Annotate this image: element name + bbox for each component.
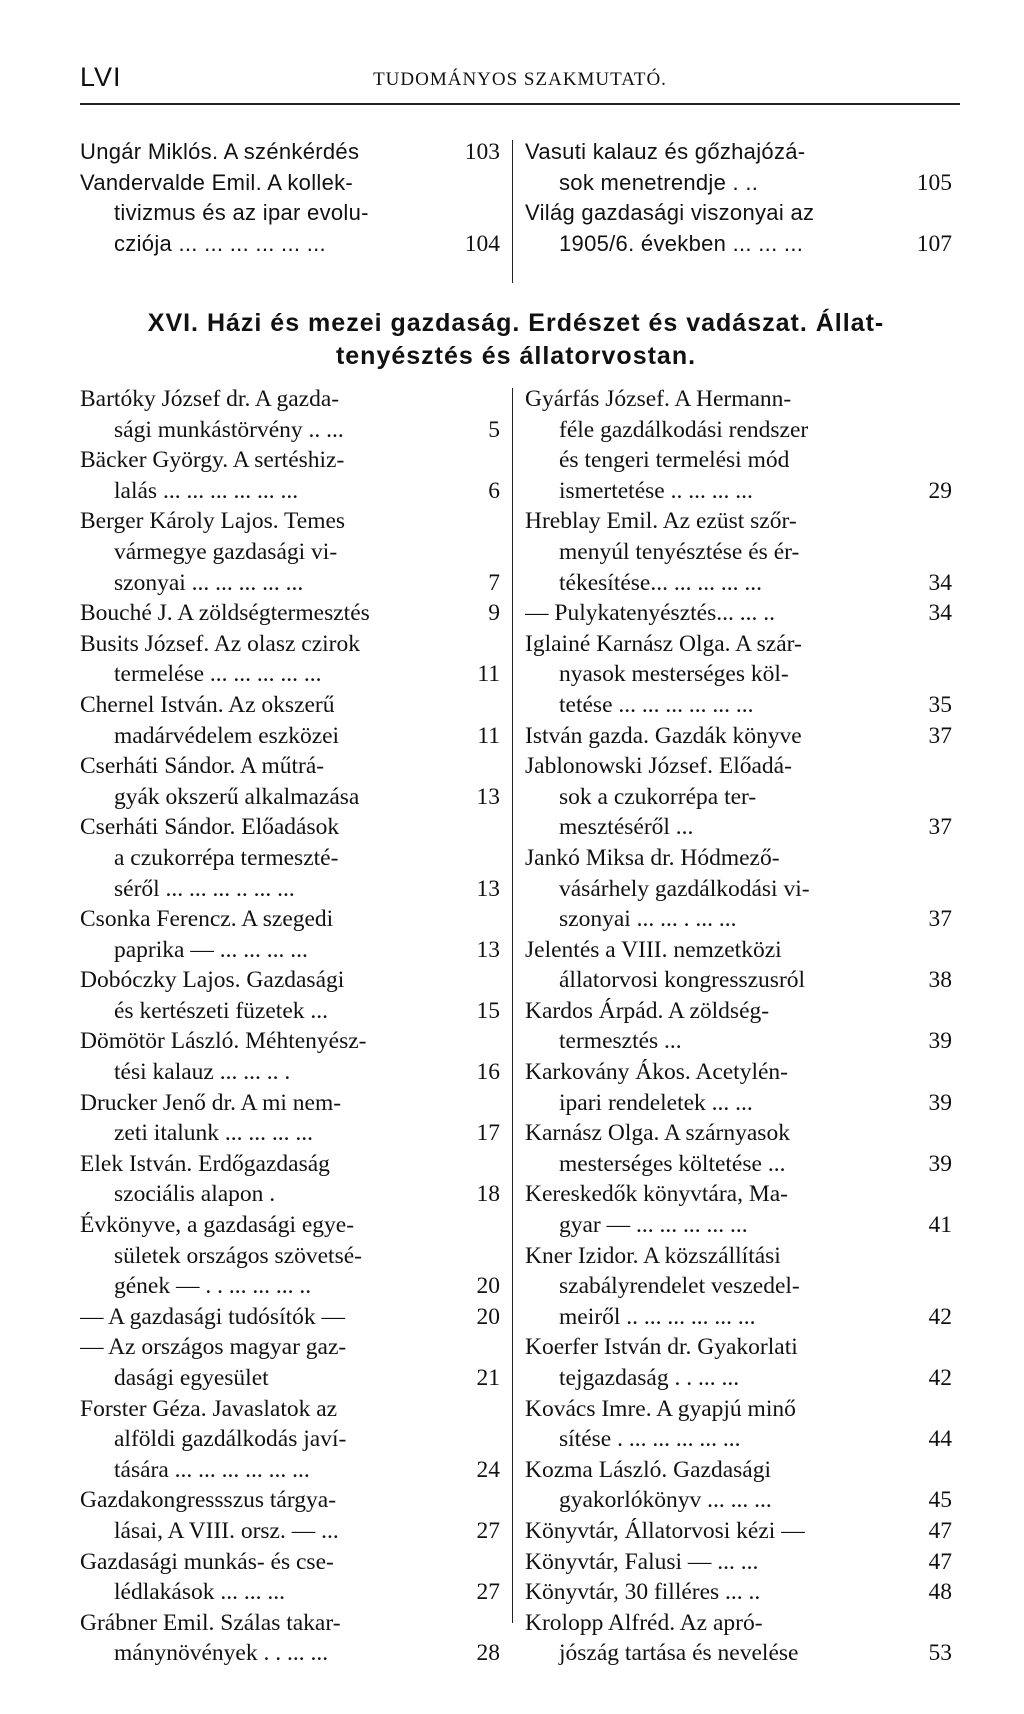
entry-heading-line [80, 965, 500, 996]
entry-text: Világ gazdasági viszonyai az [525, 200, 815, 226]
index-entry [80, 1088, 500, 1149]
entry-page-number: 39 [928, 1150, 952, 1177]
entry-heading-line [80, 690, 500, 721]
entry-text: lásai, A VIII. orsz. — ... [114, 1517, 339, 1544]
entry-text: Vandervalde Emil. A kollek- [80, 169, 354, 195]
entry-text: — Pulykatenyésztés... ... .. [525, 600, 775, 627]
entry-text: ismertetése .. ... ... ... [559, 477, 753, 504]
entry-continuation-line [525, 568, 952, 599]
index-entry [525, 137, 952, 198]
entry-continuation-line [525, 812, 952, 843]
entry-continuation-line [525, 1302, 952, 1333]
entry-continuation-line [80, 1271, 500, 1302]
entry-heading-line [80, 445, 500, 476]
entry-text: Kereskedők könyvtára, Ma- [525, 1181, 788, 1208]
entry-text: Kozma László. Gazdasági [525, 1456, 771, 1483]
entry-continuation-line [525, 476, 952, 507]
entry-text: gének — . . ... ... ... .. [114, 1273, 312, 1300]
entry-page-number: 16 [476, 1059, 500, 1086]
entry-page-number: 5 [488, 416, 500, 443]
entry-text: a czukorrépa termeszté- [114, 844, 339, 871]
entry-heading-line [525, 843, 952, 874]
entry-text: lalás ... ... ... ... ... ... [114, 477, 299, 504]
entry-continuation-line [80, 1118, 500, 1149]
index-entry [80, 1210, 500, 1302]
entry-continuation-line [525, 537, 952, 568]
entry-page-number: 41 [928, 1212, 952, 1239]
entry-page-number: 37 [928, 722, 952, 749]
section-heading [80, 307, 952, 373]
entry-text: mesztéséről ... [559, 814, 694, 841]
entry-text: állatorvosi kongresszusról [559, 967, 806, 994]
entry-text: Könyvtár, Falusi — ... ... [525, 1548, 759, 1575]
index-entry [525, 1394, 952, 1455]
entry-page-number: 107 [916, 230, 952, 257]
entry-text: Könyvtár, Állatorvosi kézi — [525, 1517, 805, 1544]
index-entry [80, 1608, 500, 1669]
index-entry [80, 1485, 500, 1546]
entry-page-number: 13 [476, 875, 500, 902]
entry-continuation-line [525, 1026, 952, 1057]
index-entry [525, 1455, 952, 1516]
entry-text: Csonka Ferencz. A szegedi [80, 906, 334, 933]
entry-text: Jankó Miksa dr. Hódmező- [525, 844, 780, 871]
entry-heading-line [80, 1608, 500, 1639]
entry-page-number: 38 [928, 967, 952, 994]
entry-page-number: 34 [928, 600, 952, 627]
entry-continuation-line [80, 935, 500, 966]
entry-page-number: 35 [928, 691, 952, 718]
entry-page-number: 45 [928, 1487, 952, 1514]
entry-page-number: 11 [477, 661, 500, 688]
entry-heading-line [80, 168, 500, 199]
entry-text: alföldi gazdálkodás javí- [114, 1426, 347, 1453]
entry-text: Karnász Olga. A szárnyasok [525, 1120, 790, 1147]
entry-heading-line [525, 721, 952, 752]
index-entry [80, 629, 500, 690]
index-entry [80, 1149, 500, 1210]
entry-heading-line [525, 1179, 952, 1210]
entry-heading-line [525, 1516, 952, 1547]
entry-text: Busits József. Az olasz czirok [80, 630, 360, 657]
index-entry [80, 1394, 500, 1486]
entry-continuation-line [80, 198, 500, 229]
entry-text: nyasok mesterséges köl- [559, 661, 789, 688]
entry-continuation-line [80, 537, 500, 568]
entry-text: madárvédelem eszközei [114, 722, 340, 749]
entry-page-number: 47 [928, 1517, 952, 1544]
entry-text: zeti italunk ... ... ... ... [114, 1120, 314, 1147]
entry-heading-line [80, 1026, 500, 1057]
entry-text: Krolopp Alfréd. Az apró- [525, 1609, 763, 1636]
entry-page-number: 103 [464, 139, 500, 165]
entry-page-number: 20 [476, 1303, 500, 1330]
entry-page-number: 17 [476, 1120, 500, 1147]
index-entry [80, 690, 500, 751]
entry-page-number: 6 [488, 477, 500, 504]
entry-continuation-line [525, 1149, 952, 1180]
entry-text: Dobóczky Lajos. Gazdasági [80, 967, 345, 994]
entry-heading-line [525, 1118, 952, 1149]
index-entry [80, 137, 500, 168]
entry-text: tékesítése... ... ... ... ... [559, 569, 762, 596]
entry-continuation-line [525, 965, 952, 996]
index-entry [80, 1547, 500, 1608]
index-entry [525, 598, 952, 629]
entry-text: meiről .. ... ... ... ... ... [559, 1303, 756, 1330]
entry-text: Forster Géza. Javaslatok az [80, 1395, 338, 1422]
entry-text: menyúl tenyésztése és ér- [559, 538, 800, 565]
entry-heading-line [525, 506, 952, 537]
entry-text: Iglainé Karnász Olga. A szár- [525, 630, 802, 657]
entry-text: tivizmus és az ipar evolu- [114, 200, 369, 226]
entry-page-number: 24 [476, 1456, 500, 1483]
index-entry [525, 996, 952, 1057]
entry-text: tására ... ... ... ... ... ... [114, 1456, 310, 1483]
entry-page-number: 27 [476, 1579, 500, 1606]
entry-heading-line [80, 1149, 500, 1180]
entry-page-number: 13 [476, 783, 500, 810]
entry-text: — Az országos magyar gaz- [80, 1334, 347, 1361]
entry-text: szonyai ... ... . ... ... [559, 906, 737, 933]
index-entry [525, 198, 952, 259]
entry-heading-line [525, 996, 952, 1027]
entry-continuation-line [80, 1179, 500, 1210]
entry-page-number: 27 [476, 1517, 500, 1544]
entry-text: Berger Károly Lajos. Temes [80, 508, 346, 535]
entry-text: Drucker Jenő dr. A mi nem- [80, 1089, 342, 1116]
entry-heading-line [80, 1332, 500, 1363]
index-entry [525, 1547, 952, 1578]
entry-page-number: 21 [476, 1365, 500, 1391]
entry-text: tetése ... ... ... ... ... ... [559, 691, 754, 718]
entry-text: Kner Izidor. A közszállítási [525, 1242, 781, 1269]
entry-text: vásárhely gazdálkodási vi- [559, 875, 810, 902]
entry-heading-line [80, 629, 500, 660]
entry-heading-line [80, 1302, 500, 1333]
entry-page-number: 39 [928, 1028, 952, 1055]
entry-continuation-line [80, 568, 500, 599]
entry-text: gyák okszerű alkalmazása [114, 783, 360, 810]
entry-text: — A gazdasági tudósítók — [80, 1303, 346, 1330]
entry-continuation-line [80, 1638, 500, 1669]
entry-text: Bäcker György. A sertéshiz- [80, 447, 345, 474]
index-entry [525, 721, 952, 752]
entry-page-number: 42 [928, 1303, 952, 1330]
entry-text: sági munkástörvény .. ... [114, 416, 344, 443]
entry-heading-line [525, 629, 952, 660]
entry-text: Gyárfás József. A Hermann- [525, 386, 792, 412]
entry-heading-line [525, 1577, 952, 1608]
entry-text: Vasuti kalauz és gőzhajózá- [525, 139, 806, 164]
entry-text: Karkovány Ákos. Acetylén- [525, 1059, 788, 1086]
index-entry [80, 1302, 500, 1333]
entry-continuation-line [80, 721, 500, 752]
entry-text: lédlakások ... ... ... [114, 1579, 285, 1606]
entry-continuation-line [80, 996, 500, 1027]
index-entry [525, 1332, 952, 1393]
entry-heading-line [525, 1057, 952, 1088]
entry-text: termelése ... ... ... ... ... [114, 661, 322, 688]
entry-continuation-line [525, 445, 952, 476]
entry-heading-line [525, 198, 952, 229]
entry-heading-line [525, 1547, 952, 1578]
entry-page-number: 44 [928, 1426, 952, 1453]
entry-text: vármegye gazdasági vi- [114, 538, 338, 565]
entry-heading-line [525, 1608, 952, 1639]
top-right-column [525, 137, 952, 259]
entry-heading-line [525, 751, 952, 782]
index-entry [80, 598, 500, 629]
column-divider-main [512, 388, 513, 1623]
index-entry [80, 506, 500, 598]
entry-continuation-line [80, 1241, 500, 1272]
top-left-column [80, 137, 500, 259]
index-entry [80, 751, 500, 812]
entry-heading-line [80, 812, 500, 843]
entry-heading-line [80, 137, 500, 168]
entry-page-number: 34 [928, 569, 952, 596]
entry-text: cziója ... ... ... ... ... ... [114, 230, 326, 256]
entry-text: ipari rendeletek ... ... [559, 1089, 753, 1116]
entry-page-number: 28 [476, 1640, 500, 1667]
entry-text: Gazdasági munkás- és cse- [80, 1548, 334, 1575]
entry-continuation-line [525, 1271, 952, 1302]
entry-continuation-line [525, 1210, 952, 1241]
entry-continuation-line [80, 415, 500, 446]
page-header [80, 58, 960, 98]
section-heading-line-2: tenyésztés és állatorvostan. [335, 342, 697, 370]
index-entry [80, 445, 500, 506]
left-column [80, 384, 500, 1669]
entry-text: dasági egyesület [114, 1365, 269, 1391]
entry-text: Grábner Emil. Szálas takar- [80, 1609, 341, 1636]
entry-page-number: 11 [477, 722, 500, 749]
entry-text: Kardos Árpád. A zöldség- [525, 997, 770, 1024]
index-entry [525, 1118, 952, 1179]
index-entry [525, 1516, 952, 1547]
entry-heading-line [80, 1547, 500, 1578]
entry-continuation-line [80, 659, 500, 690]
entry-text: paprika — ... ... ... ... [114, 936, 308, 963]
entry-continuation-line [80, 1057, 500, 1088]
entry-text: mesterséges költetése ... [559, 1150, 786, 1177]
entry-text: Cserháti Sándor. Előadások [80, 814, 340, 841]
entry-page-number: 53 [928, 1640, 952, 1667]
entry-page-number: 13 [476, 936, 500, 963]
entry-heading-line [80, 1088, 500, 1119]
entry-heading-line [525, 1394, 952, 1425]
entry-page-number: 15 [476, 997, 500, 1024]
entry-heading-line [80, 598, 500, 629]
entry-heading-line [80, 506, 500, 537]
entry-text: sok menetrendje . .. [559, 169, 759, 195]
entry-text: mánynövények . . ... ... [114, 1640, 329, 1667]
entry-heading-line [80, 1394, 500, 1425]
entry-heading-line [525, 598, 952, 629]
entry-continuation-line [80, 782, 500, 813]
column-divider-top [512, 140, 513, 283]
index-entry [80, 384, 500, 445]
entry-text: Elek István. Erdőgazdaság [80, 1150, 330, 1177]
entry-text: Jablonowski József. Előadá- [525, 753, 792, 780]
entry-text: Gazdakongressszus tárgya- [80, 1487, 337, 1514]
entry-page-number: 7 [488, 569, 500, 596]
index-entry [80, 904, 500, 965]
entry-text: sületek országos szövetsé- [114, 1242, 362, 1269]
entry-text: és kertészeti füzetek ... [114, 997, 329, 1024]
entry-text: Jelentés a VIII. nemzetközi [525, 936, 782, 963]
entry-text: sok a czukorrépa ter- [559, 783, 757, 810]
entry-continuation-line [525, 659, 952, 690]
entry-page-number: 104 [464, 230, 500, 257]
index-entry [80, 812, 500, 904]
entry-text: szociális alapon . [114, 1181, 276, 1208]
entry-heading-line [525, 384, 952, 415]
entry-text: tési kalauz ... ... .. . [114, 1059, 291, 1086]
entry-page-number: 48 [928, 1579, 952, 1606]
index-entry [525, 935, 952, 996]
entry-continuation-line [525, 782, 952, 813]
entry-continuation-line [525, 229, 952, 260]
entry-page-number: 37 [928, 906, 952, 933]
entry-continuation-line [80, 843, 500, 874]
entry-continuation-line [525, 168, 952, 199]
entry-continuation-line [525, 904, 952, 935]
entry-text: Koerfer István dr. Gyakorlati [525, 1334, 798, 1361]
index-entry [525, 506, 952, 598]
entry-heading-line [525, 935, 952, 966]
entry-text: Bouché J. A zöldségtermesztés [80, 600, 370, 627]
entry-text: Dömötör László. Méhtenyész- [80, 1028, 367, 1055]
entry-continuation-line [525, 1088, 952, 1119]
entry-page-number: 47 [928, 1548, 952, 1575]
index-entry [525, 384, 952, 506]
entry-page-number: 39 [928, 1089, 952, 1116]
entry-continuation-line [80, 1424, 500, 1455]
entry-continuation-line [525, 1485, 952, 1516]
section-heading-line-1: XVI. Házi és mezei gazdaság. Erdészet és vadászat. Állat- [147, 309, 885, 337]
entry-heading-line [525, 137, 952, 168]
index-entry [80, 965, 500, 1026]
entry-text: tejgazdaság . . ... ... [559, 1365, 740, 1391]
entry-text: termesztés ... [559, 1028, 682, 1055]
entry-text: Chernel István. Az okszerű [80, 691, 335, 718]
entry-page-number: 20 [476, 1273, 500, 1300]
index-entry [525, 1608, 952, 1669]
entry-page-number: 37 [928, 814, 952, 841]
entry-heading-line [525, 1241, 952, 1272]
entry-heading-line [525, 1332, 952, 1363]
entry-text: Kovács Imre. A gyapjú minő [525, 1395, 796, 1422]
entry-continuation-line [525, 1638, 952, 1669]
entry-continuation-line [525, 690, 952, 721]
entry-text: jószág tartása és nevelése [559, 1640, 799, 1667]
entry-continuation-line [80, 874, 500, 905]
entry-text: szabályrendelet veszedel- [559, 1273, 800, 1300]
entry-text: Hreblay Emil. Az ezüst szőr- [525, 508, 797, 535]
entry-text: Cserháti Sándor. A műtrá- [80, 753, 325, 780]
running-title: TUDOMÁNYOS SZAKMUTATÓ. [373, 69, 667, 90]
index-entry [80, 1332, 500, 1393]
entry-continuation-line [80, 476, 500, 507]
entry-text: István gazda. Gazdák könyve [525, 722, 802, 749]
index-entry [525, 1057, 952, 1118]
entry-continuation-line [525, 1363, 952, 1394]
index-entry [525, 1179, 952, 1240]
entry-page-number: 42 [928, 1365, 952, 1391]
index-entry [525, 1577, 952, 1608]
entry-text: Bartóky József dr. A gazda- [80, 386, 340, 412]
entry-text: féle gazdálkodási rendszer [559, 416, 809, 443]
entry-text: Évkönyve, a gazdasági egye- [80, 1212, 355, 1239]
entry-continuation-line [80, 1516, 500, 1547]
entry-heading-line [80, 384, 500, 415]
header-rule [80, 103, 960, 105]
entry-text: 1905/6. években ... ... ... [559, 230, 804, 256]
entry-continuation-line [525, 415, 952, 446]
entry-continuation-line [525, 1424, 952, 1455]
entry-continuation-line [525, 874, 952, 905]
index-entry [525, 1241, 952, 1333]
index-entry [525, 629, 952, 721]
entry-page-number: 29 [928, 477, 952, 504]
entry-heading-line [80, 1485, 500, 1516]
entry-page-number: 105 [916, 169, 952, 196]
entry-text: Könyvtár, 30 filléres ... .. [525, 1579, 761, 1606]
entry-text: és tengeri termelési mód [559, 447, 790, 474]
index-entry [80, 1026, 500, 1087]
entry-continuation-line [80, 1455, 500, 1486]
index-entry [80, 168, 500, 260]
page-number: LVI [80, 62, 122, 92]
entry-heading-line [80, 904, 500, 935]
index-entry [525, 751, 952, 843]
entry-text: szonyai ... ... ... ... ... [114, 569, 304, 596]
index-entry [525, 843, 952, 935]
entry-heading-line [525, 1455, 952, 1486]
entry-heading-line [80, 751, 500, 782]
entry-continuation-line [80, 1577, 500, 1608]
entry-page-number: 18 [476, 1181, 500, 1208]
entry-page-number: 9 [488, 600, 500, 627]
entry-text: séről ... ... ... .. ... ... [114, 875, 295, 902]
entry-continuation-line [80, 229, 500, 260]
entry-text: sítése . ... ... ... ... ... [559, 1426, 741, 1453]
entry-continuation-line [80, 1363, 500, 1394]
entry-heading-line [80, 1210, 500, 1241]
entry-text: gyar — ... ... ... ... ... [559, 1212, 748, 1239]
entry-text: Ungár Miklós. A szénkérdés [80, 139, 360, 164]
right-column [525, 384, 952, 1669]
entry-text: gyakorlókönyv ... ... ... [559, 1487, 772, 1514]
